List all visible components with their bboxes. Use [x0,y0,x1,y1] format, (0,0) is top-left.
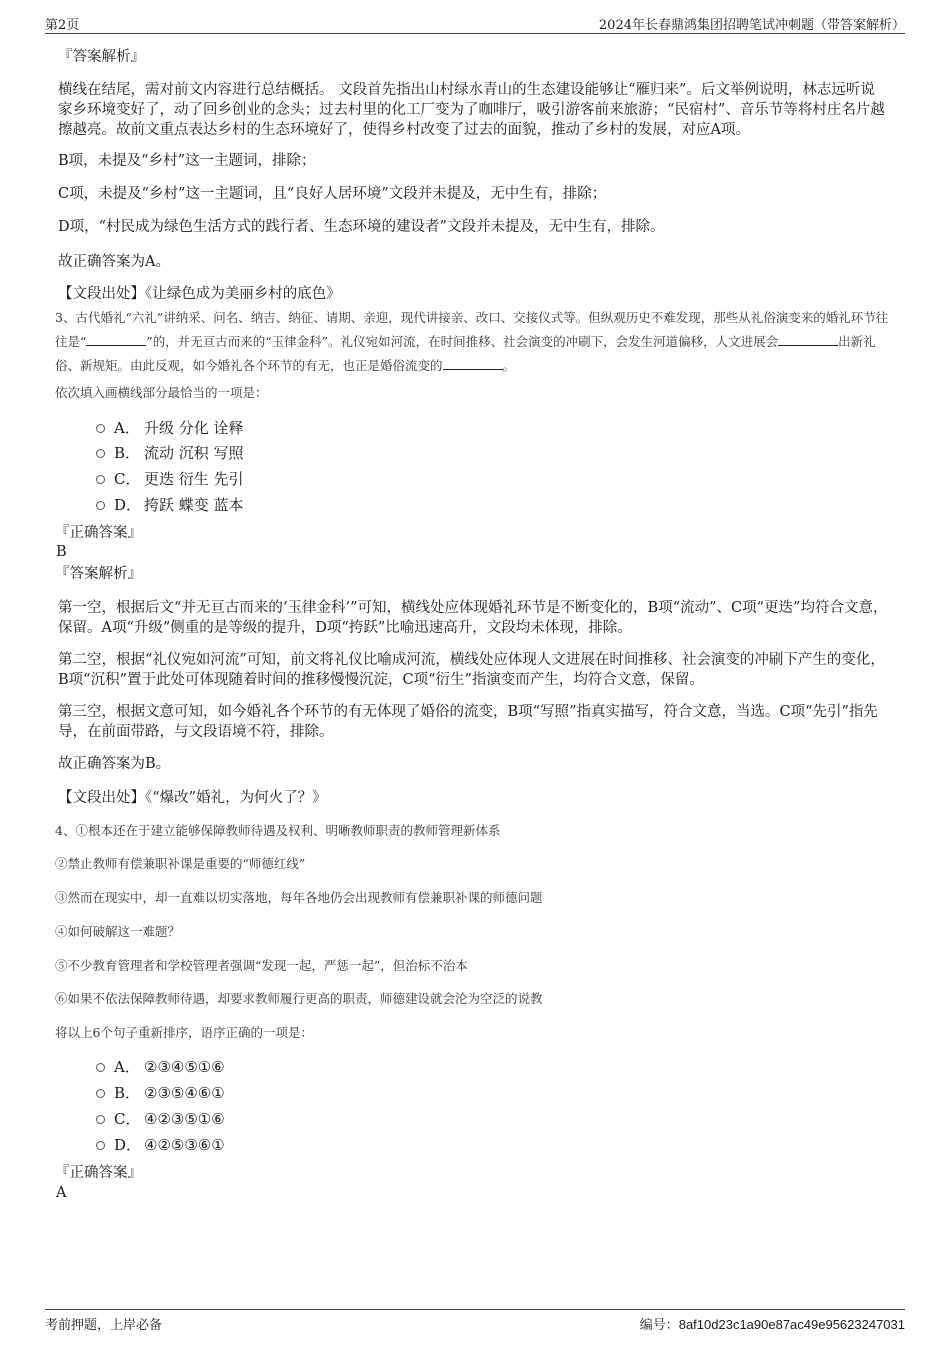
radio-button[interactable] [96,1063,105,1072]
radio-button[interactable] [96,424,105,433]
q4-sentence: ④如何破解这一难题？ [55,924,181,939]
q2-analysis-paragraph: D项，“村民成为绿色生活方式的践行者、生态环境的建设者”文段并未提及，无中生有，排除。 [58,219,665,235]
radio-button[interactable] [96,475,105,484]
radio-button[interactable] [96,501,105,510]
q4-instruction: 将以上6个句子重新排序，语序正确的一项是： [55,1025,313,1040]
q4-option-d[interactable]: D． ④②⑤③⑥① [96,1135,225,1155]
q4-sentence: ②禁止教师有偿兼职补课是重要的“师德红线” [55,856,306,871]
q2-analysis-heading: 『答案解析』 [58,49,145,65]
q2-analysis-paragraph: C项，未提及“乡村”这一主题词，且“良好人居环境”文段并未提及，无中生有，排除； [58,186,607,202]
page-footer [45,1312,905,1332]
q4-option-c[interactable]: C． ④②③⑤①⑥ [96,1109,225,1129]
blank-line [778,333,838,346]
page-header [45,12,905,32]
q4-answer: A [56,1185,67,1201]
q3-source: 【文段出处】《“爆改”婚礼，为何火了？》 [58,790,327,806]
document-title: 2024年长春鼎鸿集团招聘笔试冲刺题（带答案解析） [598,18,905,33]
q2-analysis-paragraph: 横线在结尾，需对前文内容进行总结概括。 文段首先指出山村绿水青山的生态建设能够让“雁归来”。后文举例说明，林志远听说家乡环境变好了，动了回乡创业的念头；过去村里的化工厂变为了咖啡厅，吸引游客前来旅游；“民宿村”、音乐节等将村庄名片越擦越亮。故前文重点表达乡村的生态环境好了，使得乡村改变了过去的面貌，推动了乡村的发展，对应A项。 [58,82,885,138]
q3-option-b[interactable]: B． 流动 沉积 写照 [96,443,244,463]
page-number: 第2页 [45,18,80,33]
q3-analysis-paragraph: 第二空，根据“礼仪宛如河流”可知，前文将礼仪比喻成河流，横线处应体现人文进展在时间推移、社会演变的冲刷下产生的变化，B项“沉积”置于此处可体现随着时间的推移慢慢沉淀，C项“衍生”指演变而产生，均符合文意，保留。 [58,652,885,688]
q3-option-a[interactable]: A． 升级 分化 诠释 [96,418,244,438]
footer-divider [45,1309,905,1310]
document-code: 编号：8af10d23c1a90e87ac49e95623247031 [639,1317,905,1333]
q4-sentence: 4、①根本还在于建立能够保障教师待遇及权利、明晰教师职责的教师管理新体系 [55,823,501,838]
blank-line [443,357,503,370]
q3-answer-heading: 『正确答案』 [55,525,142,541]
q3-stem: 3、古代婚礼“六礼”讲纳采、问名、纳吉、纳征、请期、亲迎，现代讲接亲、改口、交接仪式等。但纵观历史不难发现，那些从礼俗演变来的婚礼环节往往是“ ”的，并无亘古而来的“玉律金科”。礼仪宛如河流，在时间推移、社会演变的冲刷下，会发生河道偏移，人文进展会 出新礼俗、新规矩。由此反观，如今婚礼各个环节的有无，也正是婚俗流变的 。 [55,310,889,373]
q4-sentence: ③然而在现实中，却一直难以切实落地，每年各地仍会出现教师有偿兼职补课的师德问题 [55,890,543,905]
q2-conclusion: 故正确答案为A。 [58,254,170,270]
q3-option-c[interactable]: C． 更迭 衍生 先引 [96,469,244,489]
q4-option-b[interactable]: B． ②③⑤④⑥① [96,1083,225,1103]
q3-answer: B [56,544,67,560]
radio-button[interactable] [96,1115,105,1124]
q3-instruction: 依次填入画横线部分最恰当的一项是： [55,385,268,400]
q3-analysis-paragraph: 第一空，根据后文“并无亘古而来的‘玉律金科’”可知，横线处应体现婚礼环节是不断变化的，B项“流动”、C项“更迭”均符合文意，保留。A项“升级”侧重的是等级的提升，D项“挎跃”比喻迅速高升，文段均未体现，排除。 [58,600,888,636]
q3-analysis-paragraph: 第三空，根据文意可知，如今婚礼各个环节的有无体现了婚俗的流变，B项“写照”指真实描写，符合文意，当选。C项“先引”指先导，在前面带路，与文段语境不符，排除。 [58,704,878,740]
blank-line [86,333,146,346]
q2-analysis-paragraph: B项，未提及“乡村”这一主题词，排除； [58,153,316,169]
radio-button[interactable] [96,1089,105,1098]
radio-button[interactable] [96,1141,105,1150]
q4-answer-heading: 『正确答案』 [55,1165,142,1181]
q3-analysis-heading: 『答案解析』 [55,566,142,582]
header-divider [45,33,905,34]
q4-sentence: ⑥如果不依法保障教师待遇，却要求教师履行更高的职责，师德建设就会沦为空泛的说教 [55,991,543,1006]
q2-source: 【文段出处】《让绿色成为美丽乡村的底色》 [58,286,341,302]
q3-option-d[interactable]: D． 挎跃 蝶变 蓝本 [96,495,244,515]
radio-button[interactable] [96,449,105,458]
footer-slogan: 考前押题，上岸必备 [45,1318,163,1333]
q3-conclusion: 故正确答案为B。 [58,756,171,772]
q4-option-a[interactable]: A． ②③④⑤①⑥ [96,1057,225,1077]
q4-sentence: ⑤不少教育管理者和学校管理者强调“发现一起，严惩一起”，但治标不治本 [55,958,468,973]
